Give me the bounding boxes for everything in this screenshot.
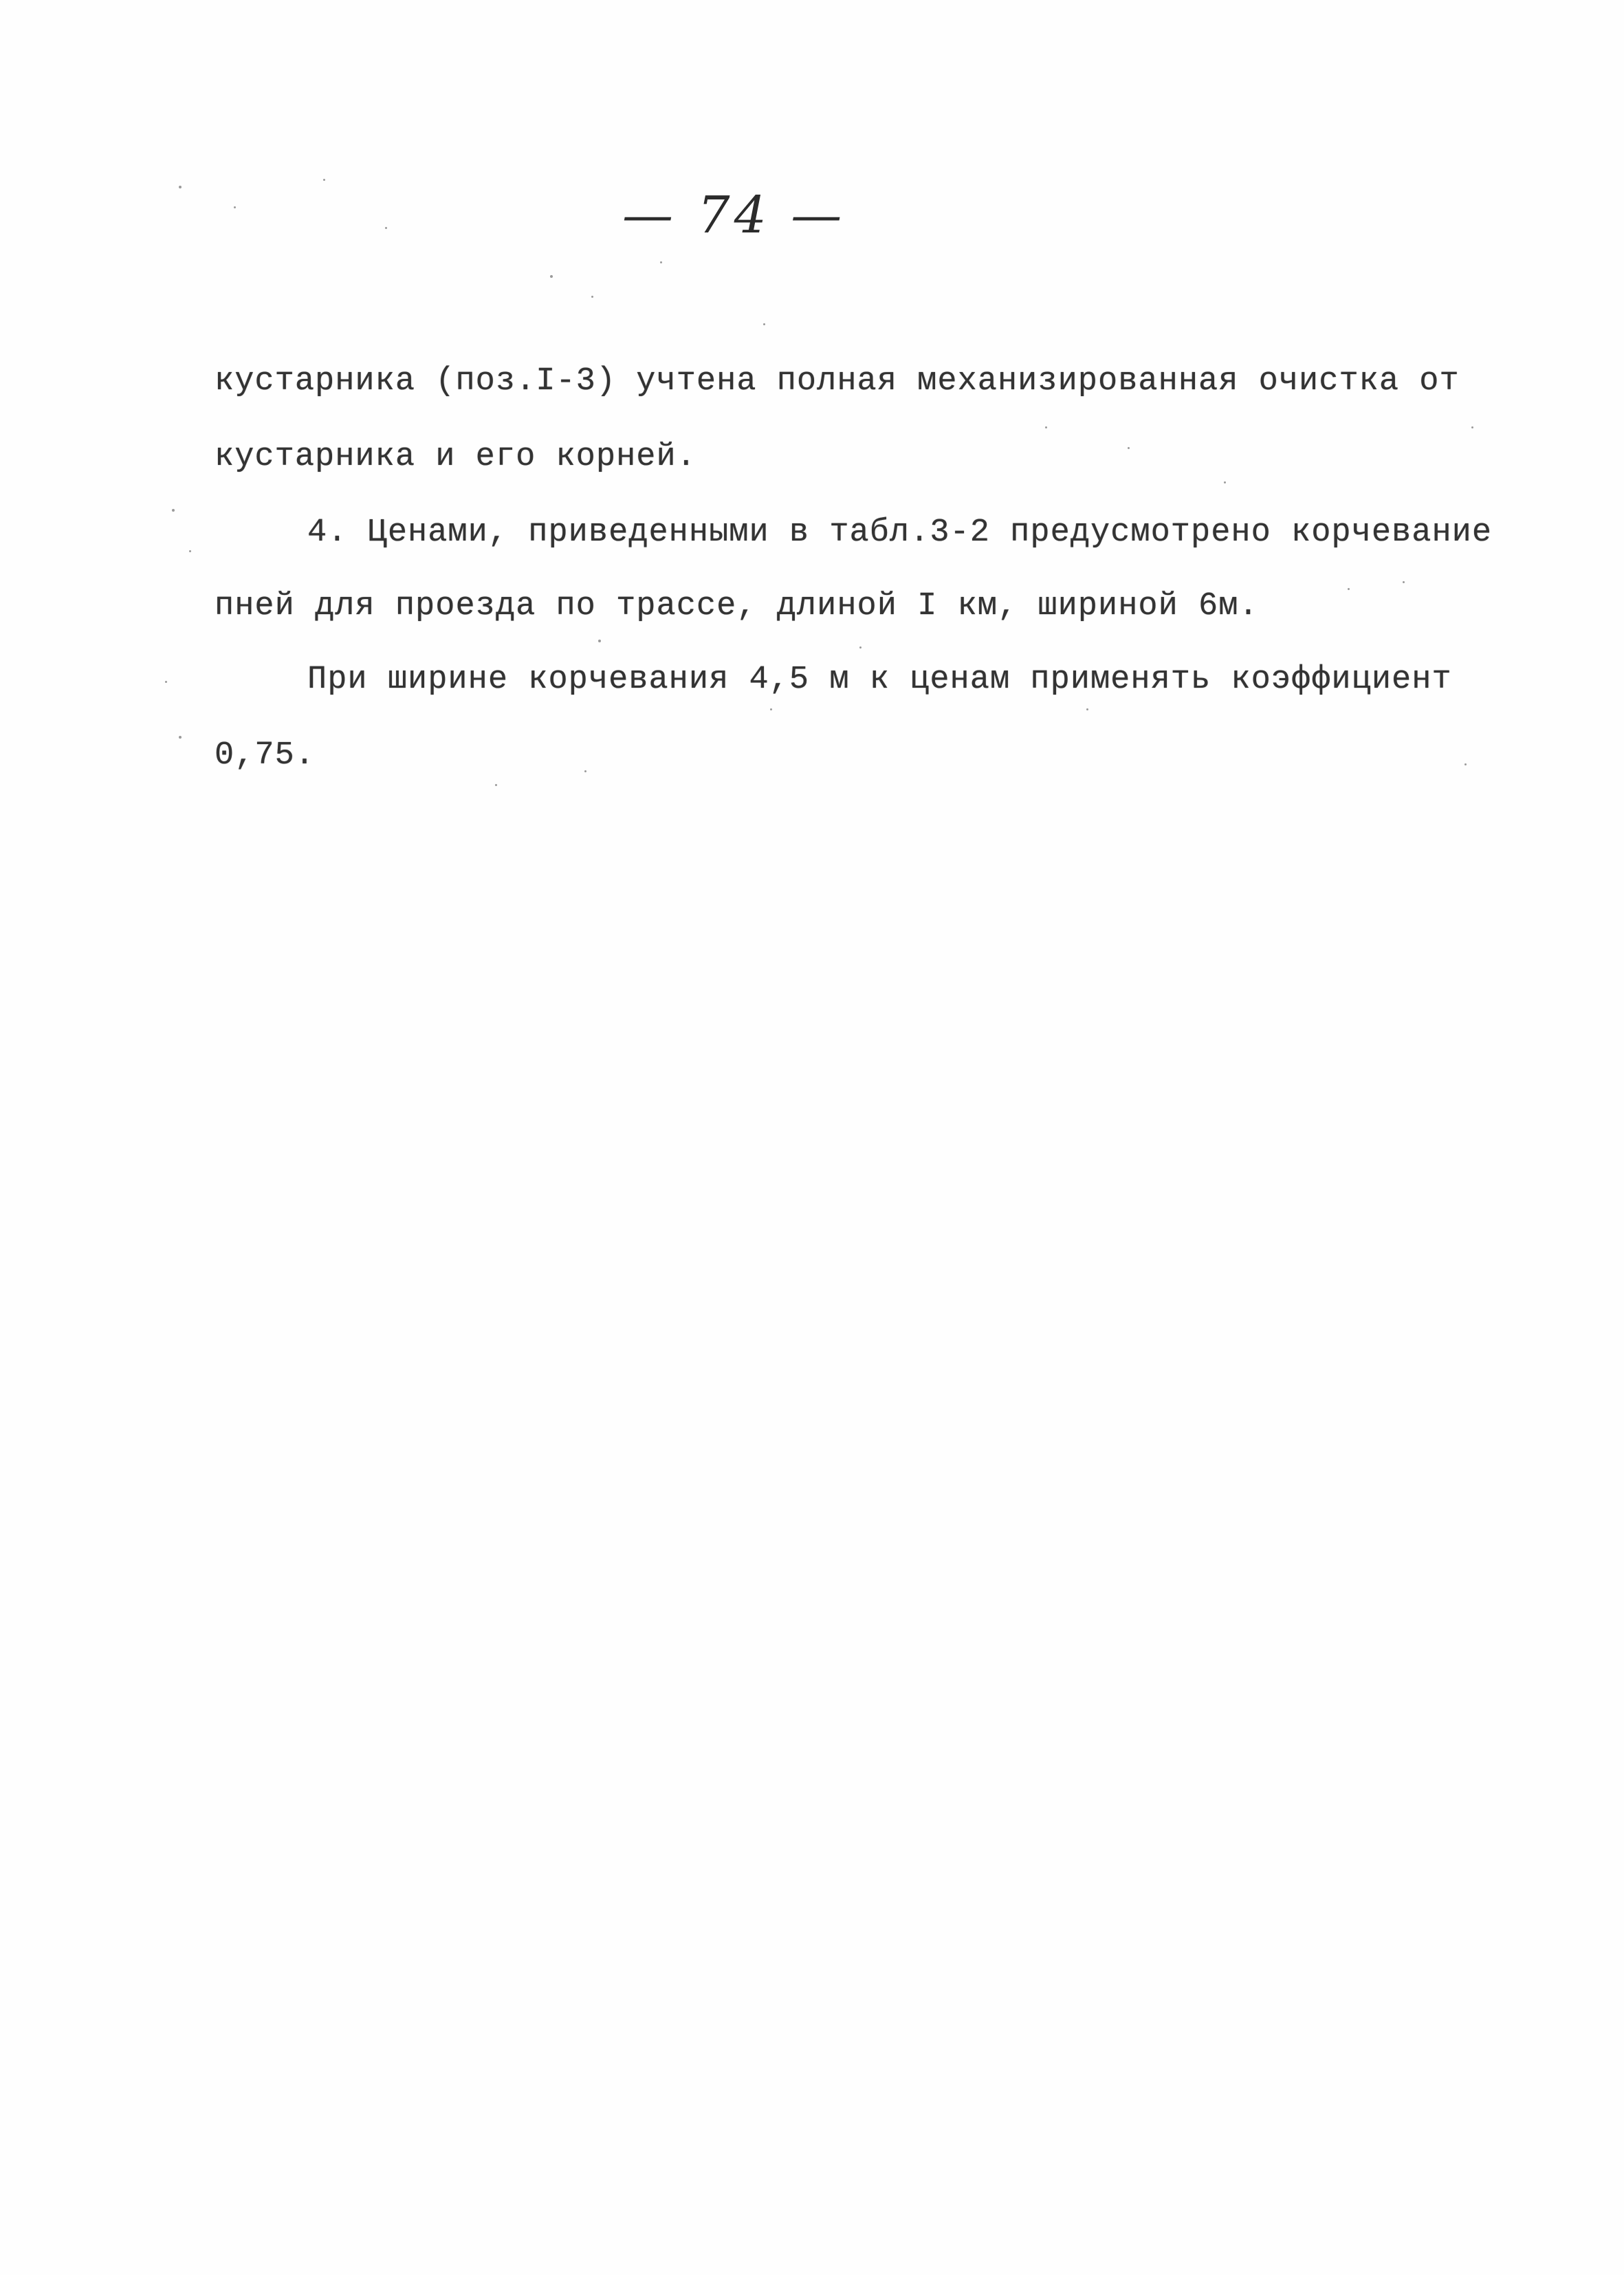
scan-speck <box>1471 426 1473 428</box>
scan-speck <box>1086 708 1088 710</box>
scan-speck <box>1224 481 1226 483</box>
scan-speck <box>172 509 175 512</box>
body-line-4: пней для проезда по трассе, длиной I км, шириной 6м. <box>215 588 1259 624</box>
scan-speck <box>234 206 236 208</box>
scan-speck <box>660 261 662 263</box>
scan-speck <box>385 227 387 229</box>
scan-speck <box>323 179 325 181</box>
scan-speck <box>1464 763 1467 765</box>
scan-speck <box>591 296 593 298</box>
body-line-5: При ширине корчевания 4,5 м к ценам применять коэффициент <box>307 662 1452 698</box>
scan-speck <box>770 708 772 710</box>
body-line-6: 0,75. <box>215 737 316 774</box>
page-number: — 74 — <box>622 186 846 245</box>
scan-speck <box>859 646 862 649</box>
body-line-1: кустарника (поз.I-3) учтена полная механизированная очистка от <box>215 363 1460 400</box>
scan-speck <box>179 736 182 739</box>
scan-speck <box>763 323 765 325</box>
scan-speck <box>189 550 191 552</box>
scan-speck <box>165 681 167 683</box>
scan-speck <box>1403 581 1405 583</box>
scan-speck <box>598 640 601 642</box>
scan-speck <box>1128 447 1130 449</box>
scan-speck <box>495 784 497 786</box>
scan-speck <box>179 186 182 188</box>
body-line-2: кустарника и его корней. <box>215 439 696 475</box>
scan-speck <box>550 275 553 278</box>
scan-speck <box>1045 426 1047 428</box>
scan-speck <box>1348 588 1350 590</box>
body-line-3: 4. Ценами, приведенными в табл.3-2 предусмотрено корчевание <box>307 514 1493 551</box>
scan-speck <box>584 770 586 772</box>
